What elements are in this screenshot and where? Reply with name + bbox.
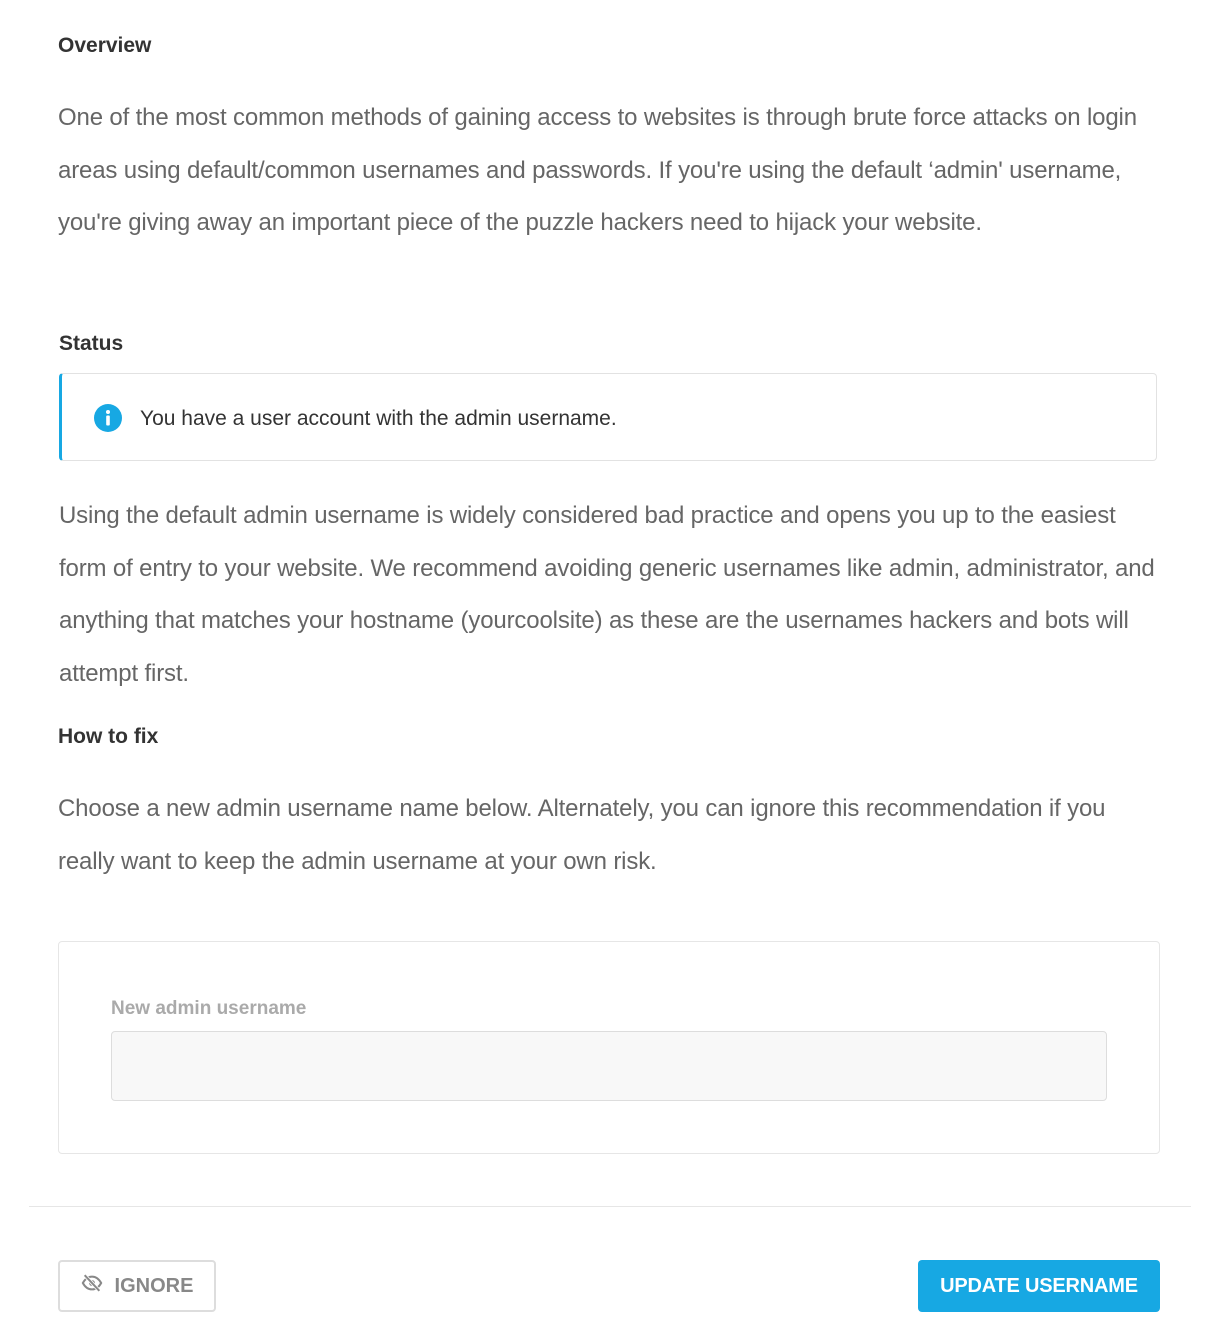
eye-slash-icon bbox=[81, 1272, 103, 1300]
overview-text: One of the most common methods of gaining access to websites is through brute force attacks on login areas using default/common usernames and passwords. If you're using the default ‘admin' username, you're giving away an important piece of the puzzle hackers need to hijack your website. bbox=[58, 104, 1137, 236]
new-username-label: New admin username bbox=[111, 998, 307, 1019]
overview-heading: Overview bbox=[58, 34, 152, 57]
how-to-fix-text: Choose a new admin username name below. Alternately, you can ignore this recommendation if you really want to keep the admin username at your own risk. bbox=[58, 795, 1106, 875]
new-username-input[interactable] bbox=[111, 1031, 1107, 1101]
update-username-button[interactable]: UPDATE USERNAME bbox=[918, 1260, 1160, 1312]
status-notice bbox=[59, 373, 1157, 461]
username-form bbox=[58, 941, 1160, 1154]
status-notice-text: You have a user account with the admin username. bbox=[140, 407, 617, 430]
ignore-label: IGNORE bbox=[114, 1274, 194, 1297]
status-text: Using the default admin username is widely considered bad practice and opens you up to the easiest form of entry to your website. We recommend avoiding generic usernames like admin, administrator, and anything that matches your hostname (yourcoolsite) as these are the usernames hackers and bots will attempt first. bbox=[59, 502, 1155, 687]
info-icon bbox=[94, 404, 122, 432]
status-heading: Status bbox=[59, 332, 124, 355]
how-to-fix-heading: How to fix bbox=[58, 725, 159, 748]
footer-divider bbox=[29, 1206, 1191, 1207]
ignore-button[interactable] bbox=[58, 1260, 216, 1312]
